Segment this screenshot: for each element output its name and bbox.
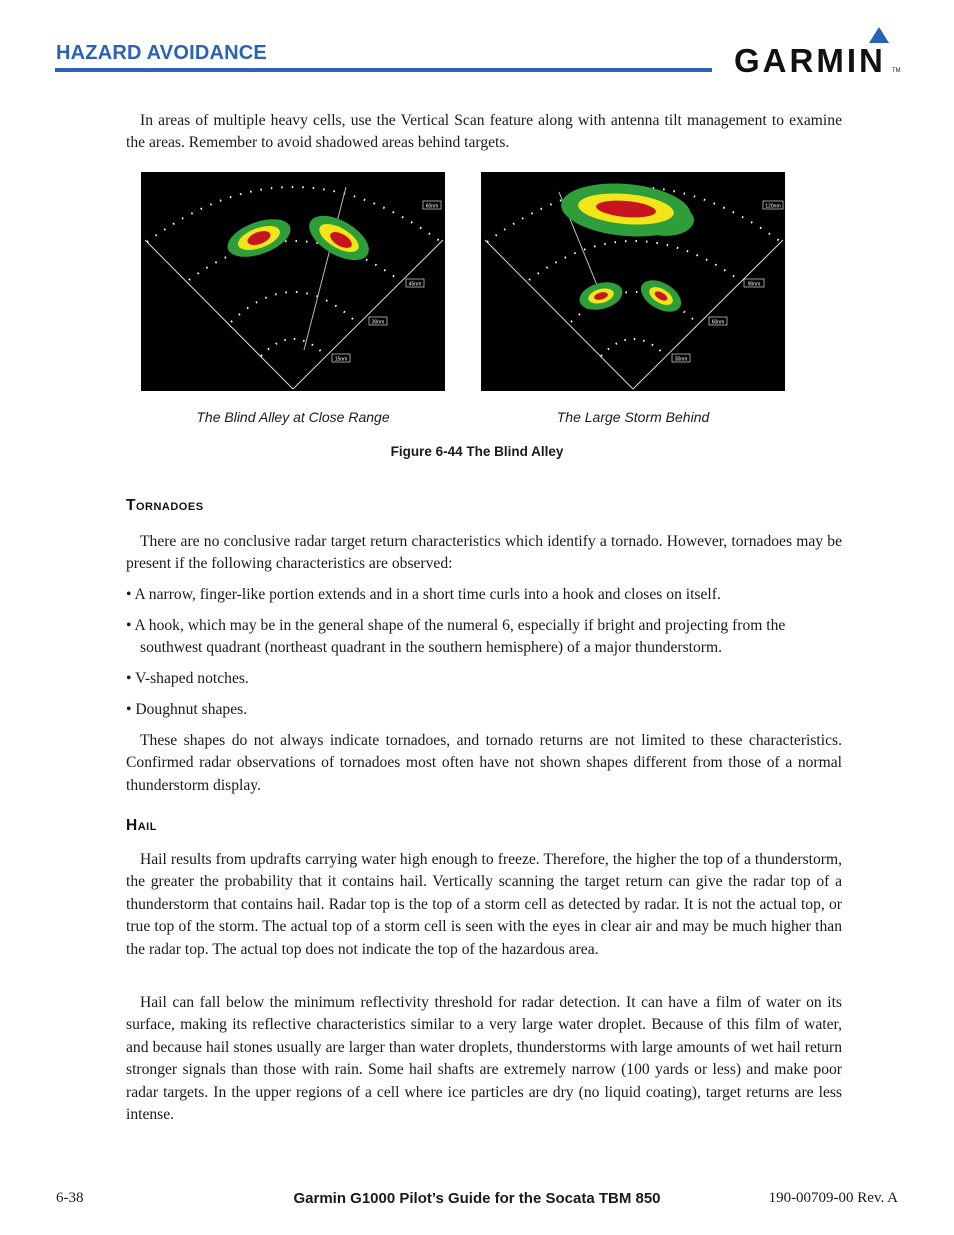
range-label-left-4: 15nm — [334, 356, 348, 363]
right-image-caption: The Large Storm Behind — [556, 409, 710, 425]
tornadoes-paragraph-1: There are no conclusive radar target return characteristics which identify a tornado. However, tornadoes may be present if the following characteristics are observed: — [126, 533, 842, 573]
tornadoes-heading: Tornadoes — [126, 497, 204, 514]
section-title: HAZARD AVOIDANCE — [56, 42, 267, 64]
book-title: Garmin G1000 Pilot’s Guide for the Socata TBM 850 — [293, 1190, 661, 1207]
left-image-caption: The Blind Alley at Close Range — [196, 409, 390, 425]
tornado-bullet-1: • A narrow, finger-like portion extends and in a short time curls into a hook and closes on itself. — [126, 586, 721, 603]
tornadoes-paragraph-2: These shapes do not always indicate tornadoes, and tornado returns are not limited to these characteristics. Confirmed radar observations of tornadoes most often have not shown shapes different from those of a normal thunderstorm display. — [126, 732, 842, 794]
figure-title: Figure 6-44 The Blind Alley — [390, 444, 564, 459]
tornado-bullet-3: • V-shaped notches. — [126, 670, 249, 687]
range-label-right-2: 90nm — [747, 281, 761, 288]
range-label-left-2: 45nm — [408, 281, 422, 288]
range-label-left-1: 60nm — [425, 203, 439, 210]
hail-heading: Hail — [126, 817, 157, 834]
page-number: 6-38 — [56, 1190, 84, 1206]
header-rule — [55, 68, 712, 72]
tornado-bullet-2: • A hook, which may be in the general shape of the numeral 6, especially if bright and projecting from the southwest quadrant (northeast quadrant in the southern hemisphere) of a major thunderstorm. — [126, 617, 786, 657]
range-label-right-3: 60nm — [711, 319, 725, 326]
intro-paragraph: In areas of multiple heavy cells, use the Vertical Scan feature along with antenna tilt management to examine the areas. Remember to avoid shadowed areas behind targets. — [126, 112, 842, 152]
hail-paragraph-1: Hail results from updrafts carrying water high enough to freeze. Therefore, the higher the top of a thunderstorm, the greater the probability that it contains hail. Vertically scanning the target return can give the radar top of a thunderstorm that contains hail. Radar top is the top of a storm cell as detected by radar. It is not the actual top, or true top of the storm. The actual top of a storm cell is seen with the eyes in clear air and may be much higher than the radar top. The actual top does not indicate the top of the hazardous area. — [126, 851, 842, 958]
logo-tm: TM — [892, 68, 901, 74]
hail-paragraph-2: Hail can fall below the minimum reflectivity threshold for radar detection. It can have a film of water on its surface, making its reflective characteristics similar to a very large water droplet. Because of this film of water, and because hail stones usually are larger than water droplets, thunderstorms with large amounts of wet hail return stronger signals than those with rain. Some hail shafts are extremely narrow (100 yards or less) and make poor radar targets. In the upper regions of a cell where ice particles are dry (no liquid coating), target returns are less intense. — [126, 994, 842, 1124]
range-label-right-1: 120nm — [765, 203, 781, 210]
garmin-logo — [732, 24, 902, 79]
radar-image-large-storm — [481, 172, 785, 391]
range-label-left-3: 30nm — [371, 319, 385, 326]
logo-wordmark: GARMIN — [734, 42, 886, 79]
range-label-right-4: 30nm — [674, 356, 688, 363]
document-number: 190-00709-00 Rev. A — [768, 1190, 898, 1206]
radar-image-blind-alley — [141, 172, 445, 391]
tornado-bullet-4: • Doughnut shapes. — [126, 701, 248, 718]
